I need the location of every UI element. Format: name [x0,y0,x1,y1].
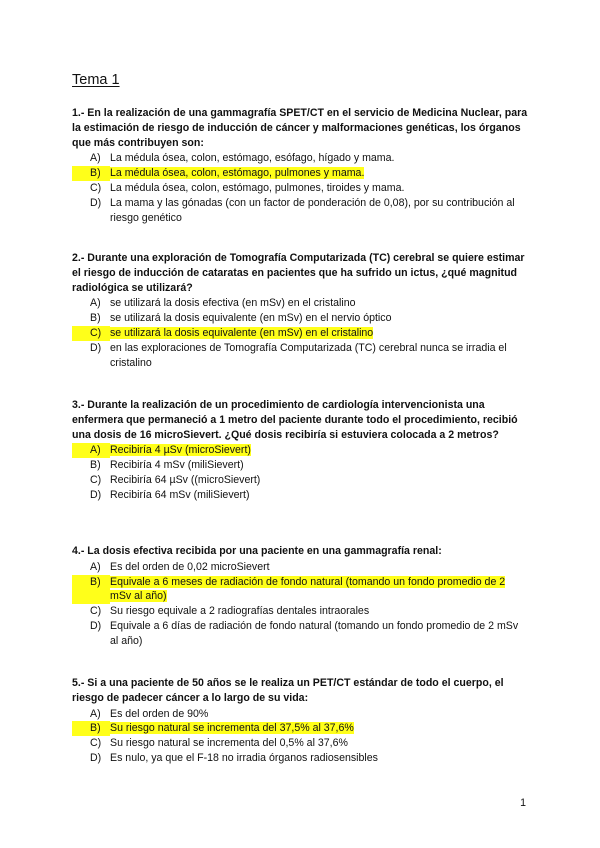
option-d: D) La mama y las gónadas (con un factor de ponderación de 0,08), por su contribución al riesgo genético [90,196,515,224]
option-a: A) se utilizará la dosis efectiva (en mSv) en el cristalino [90,297,356,310]
question-text: 5.- Si a una paciente de 50 años se le realiza un PET/CT estándar de todo el cuerpo, el riesgo de padecer cáncer a lo largo de su vida: [72,677,504,704]
option-a: A) Es del orden de 90% [90,707,209,720]
option-d: D) Equivale a 6 días de radiación de fondo natural (tomando un fondo promedio de 2 mSv al año) [90,619,519,647]
option-b: B) Recibiría 4 mSv (miliSievert) [90,459,244,472]
question-text: 2.- Durante una exploración de Tomografía Computarizada (TC) cerebral se quiere estimar el riesgo de inducción de cataratas en pacientes que ha sufrido un ictus, ¿qué magnitud radiológica se utilizará? [72,252,525,294]
option-d: D) Es nulo, ya que el F-18 no irradia órganos radiosensibles [90,751,378,764]
option-d: D) en las exploraciones de Tomografía Computarizada (TC) cerebral nunca se irradia el cristalino [90,341,507,369]
option-c: C) La médula ósea, colon, estómago, pulmones, tiroides y mama. [90,181,405,194]
highlighted-answer: Recibiría 4 µSv (microSievert) [110,444,251,457]
page-number: 1 [520,797,526,809]
question-text: 1.- En la realización de una gammagrafía SPET/CT en el servicio de Medicina Nuclear, para la estimación de riesgo de inducción de cáncer y malformaciones genéticas, los órganos que más contribuyen son: [72,107,528,149]
option-b: B) La médula ósea, colon, estómago, pulmones y mama. [72,166,528,181]
option-c: C) Recibiría 64 µSv ((microSievert) [90,473,261,486]
option-c: C) se utilizará la dosis equivalente (en mSv) en el cristalino [72,326,528,341]
highlighted-answer: Equivale a 6 meses de radiación de fondo natural (tomando un fondo promedio de 2 mSv al año) [110,575,506,603]
option-c: C) Su riesgo natural se incrementa del 0,5% al 37,6% [90,737,348,750]
option-d: D) Recibiría 64 mSv (miliSievert) [90,488,250,501]
question-text: 3.- Durante la realización de un procedimiento de cardiología intervencionista una enfermera que permaneció a 1 metro del paciente durante todo el procedimiento, recibió una dosis de 16 microSievert. ¿Qué dosis recibiría si estuviera colocada a 2 metros? [72,399,518,441]
option-a: A) Es del orden de 0,02 microSievert [90,560,270,573]
option-a: A) La médula ósea, colon, estómago, esófago, hígado y mama. [90,152,395,165]
option-a: A) Recibiría 4 µSv (microSievert) [72,443,528,458]
question-5 [72,676,528,766]
option-b: B) se utilizará la dosis equivalente (en mSv) en el nervio óptico [90,312,392,325]
highlighted-answer: Su riesgo natural se incrementa del 37,5% al 37,6% [110,722,354,735]
question-2 [72,251,528,370]
highlighted-answer: se utilizará la dosis equivalente (en mSv) en el cristalino [110,326,374,339]
page-title: Tema 1 [72,72,120,88]
question-4 [72,544,528,649]
option-b: B) Equivale a 6 meses de radiación de fondo natural (tomando un fondo promedio de 2 mSv al año) [72,575,528,605]
highlighted-answer: La médula ósea, colon, estómago, pulmones y mama. [110,167,365,180]
question-text: 4.- La dosis efectiva recibida por una paciente en una gammagrafía renal: [72,545,442,557]
option-c: C) Su riesgo equivale a 2 radiografías dentales intraorales [90,605,370,618]
option-b: B) Su riesgo natural se incrementa del 37,5% al 37,6% [72,721,528,736]
question-3 [72,398,528,503]
question-1 [72,106,528,225]
